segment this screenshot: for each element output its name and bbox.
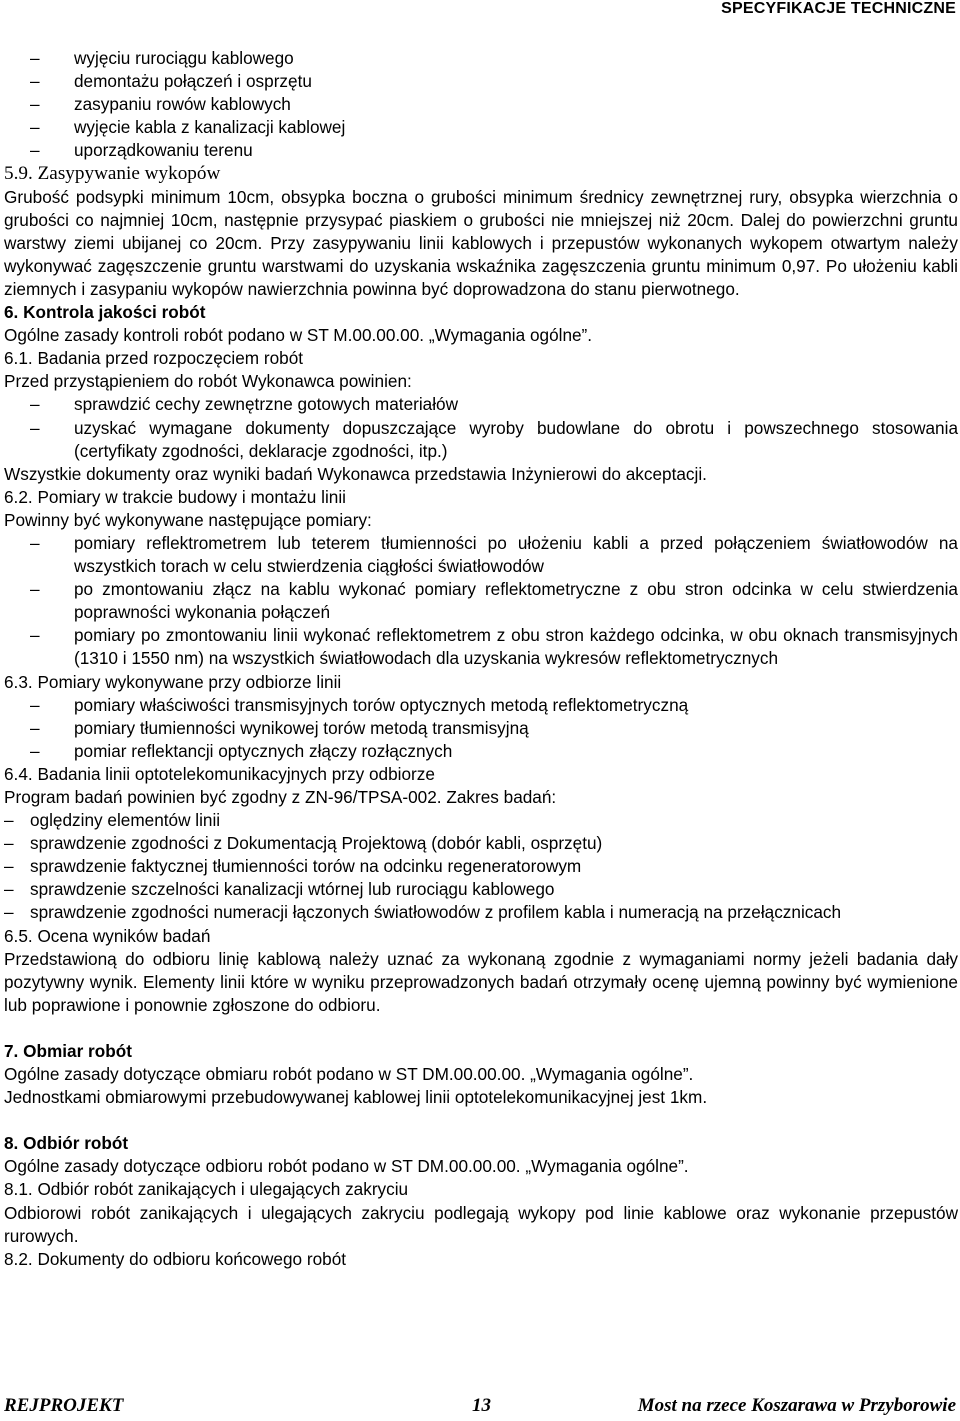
list-item: – uzyskać wymagane dokumenty dopuszczające wyroby budowlane do obrotu i powszechnego stosowania (certyfikaty zgodności, deklaracje zgodności, itp.) xyxy=(4,417,958,463)
measurements-list xyxy=(4,532,958,671)
spacer xyxy=(4,1109,958,1132)
list-item: – sprawdzenie zgodności z Dokumentacją Projektową (dobór kabli, osprzętu) xyxy=(4,832,958,855)
section-line: Powinny być wykonywane następujące pomiary: xyxy=(4,509,372,530)
list-item: – pomiary tłumienności wynikowej torów metodą transmisyjną xyxy=(4,717,958,740)
section-heading-8-2: 8.2. Dokumenty do odbioru końcowego robót xyxy=(4,1248,347,1269)
list-item: – sprawdzić cechy zewnętrzne gotowych materiałów xyxy=(4,393,958,416)
section-heading-7: 7. Obmiar robót xyxy=(4,1040,132,1061)
section-line: Przed przystąpieniem do robót Wykonawca powinien: xyxy=(4,371,412,392)
section-line: Ogólne zasady dotyczące obmiaru robót podano w ST DM.00.00.00. „Wymagania ogólne”. xyxy=(4,1064,694,1085)
section-heading-6-5: 6.5. Ocena wyników badań xyxy=(4,925,211,946)
section-heading-8-1: 8.1. Odbiór robót zanikających i ulegających zakryciu xyxy=(4,1179,409,1200)
page-footer xyxy=(4,1395,956,1417)
footer-page-number: 13 xyxy=(472,1395,491,1416)
acceptance-measurements-list xyxy=(4,694,958,763)
list-item: – demontażu połączeń i osprzętu xyxy=(4,70,958,93)
section-paragraph: Odbiorowi robót zanikających i ulegających zakryciu podlegają wykopy pod linie kablowe oraz wykonanie przepustów rurowych. xyxy=(4,1202,958,1246)
checks-list xyxy=(4,393,958,462)
page-header: SPECYFIKACJE TECHNICZNE xyxy=(721,0,956,17)
section-line: Wszystkie dokumenty oraz wyniki badań Wykonawca przedstawia Inżynierowi do akceptacji. xyxy=(4,463,707,484)
section-line: Jednostkami obmiarowymi przebudowywanej kablowej linii optotelekomunikacyjnej jest 1km. xyxy=(4,1087,708,1108)
footer-company: REJPROJEKT xyxy=(4,1395,124,1416)
list-item: – pomiary po zmontowaniu linii wykonać reflektometrem z obu stron każdego odcinka, w obu oknach transmisyjnych (1310 i 1550 nm) na wszystkich światłowodach dla uzyskania wykresów reflektometrycznych xyxy=(4,624,958,670)
spacer xyxy=(4,1017,958,1040)
list-item: – pomiary reflektrometrem lub teterem tłumienności po ułożeniu kabli a przed połączeniem światłowodów na wszystkich torach w celu stwierdzenia ciągłości światłowodów xyxy=(4,532,958,578)
list-item: – pomiar reflektancji optycznych złączy rozłącznych xyxy=(4,740,958,763)
section-line: Ogólne zasady kontroli robót podano w ST M.00.00.00. „Wymagania ogólne”. xyxy=(4,325,593,346)
document-body xyxy=(4,47,958,1271)
section-heading-6-3: 6.3. Pomiary wykonywane przy odbiorze linii xyxy=(4,671,342,692)
section-paragraph: Przedstawioną do odbioru linię kablową należy uznać za wykonaną zgodnie z wymaganiami normy jeżeli badania dały pozytywny wynik. Elementy linii które w wyniku przeprowadzonych badań otrzymały ocenę ujemną powinny być wymienione lub poprawione i ponownie zgłoszone do odbioru. xyxy=(4,948,958,1015)
section-paragraph: Grubość podsypki minimum 10cm, obsypka boczna o grubości minimum średnicy zewnętrznej rury, obsypka wierzchnia o grubości co najmniej 10cm, następnie przysypać piaskiem o grubości nie mniejszej niż 20cm. Dalej do powierzchni gruntu warstwy ziemi ubijanej co 20cm. Przy zasypywaniu linii kablowych i przepustów wykonanych wykopem otwartym należy wykonywać zagęszczenie gruntu warstwami do uzyskania wskaźnika zagęszczenia gruntu minimum 0,97. Po ułożeniu kabli ziemnych i zasypaniu wykopów nawierzchnia powinna być doprowadzona do stanu pierwotnego. xyxy=(4,186,958,299)
footer-project-title: Most na rzece Koszarawa w Przyborowie xyxy=(637,1395,956,1416)
list-item: – oględziny elementów linii xyxy=(4,809,958,832)
section-heading-6-1: 6.1. Badania przed rozpoczęciem robót xyxy=(4,348,304,369)
section-heading-6: 6. Kontrola jakości robót xyxy=(4,302,206,323)
section-line: Ogólne zasady dotyczące odbioru robót podano w ST DM.00.00.00. „Wymagania ogólne”. xyxy=(4,1156,689,1177)
section-heading-8: 8. Odbiór robót xyxy=(4,1133,129,1154)
section-heading-6-2: 6.2. Pomiary w trakcie budowy i montażu linii xyxy=(4,486,346,507)
list-item: – zasypaniu rowów kablowych xyxy=(4,93,958,116)
removal-list xyxy=(4,47,958,162)
section-heading-6-4: 6.4. Badania linii optotelekomunikacyjnych przy odbiorze xyxy=(4,763,435,784)
list-item: – uporządkowaniu terenu xyxy=(4,139,958,162)
list-item: – sprawdzenie faktycznej tłumienności torów na odcinku regeneratorowym xyxy=(4,855,958,878)
section-heading-5-9: 5.9. Zasypywanie wykopów xyxy=(4,163,221,185)
test-scope-list xyxy=(4,809,958,924)
list-item: – sprawdzenie zgodności numeracji łączonych światłowodów z profilem kabla i numeracją na przełącznicach xyxy=(4,901,958,924)
list-item: – po zmontowaniu złącz na kablu wykonać pomiary reflektometryczne z obu stron odcinka w celu stwierdzenia poprawności wykonania połączeń xyxy=(4,578,958,624)
list-item: – pomiary właściwości transmisyjnych torów optycznych metodą reflektometryczną xyxy=(4,694,958,717)
list-item: – wyjęcie kabla z kanalizacji kablowej xyxy=(4,116,958,139)
list-item: – sprawdzenie szczelności kanalizacji wtórnej lub rurociągu kablowego xyxy=(4,878,958,901)
section-line: Program badań powinien być zgodny z ZN-96/TPSA-002. Zakres badań: xyxy=(4,787,557,807)
list-item: – wyjęciu rurociągu kablowego xyxy=(4,47,958,70)
